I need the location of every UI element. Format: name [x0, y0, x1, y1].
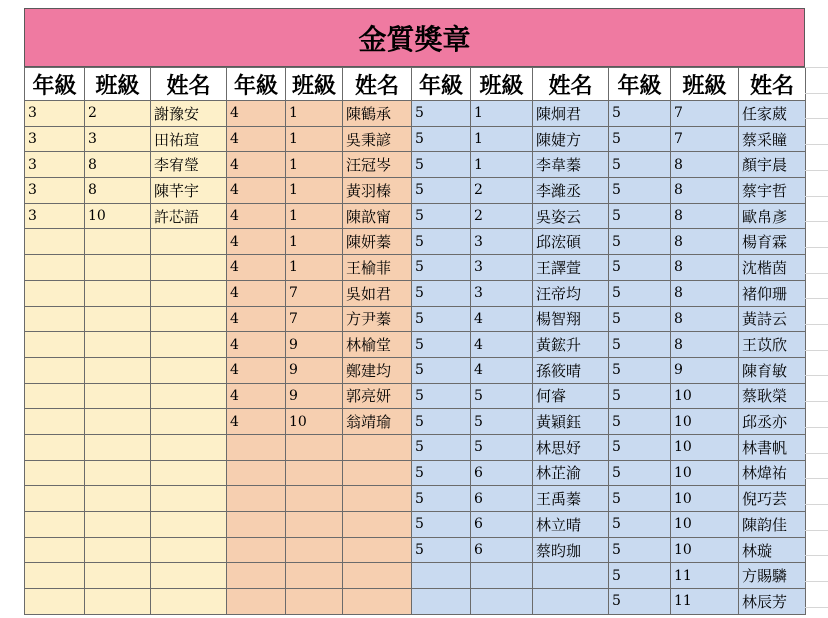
class-cell[interactable]: [286, 537, 343, 563]
table-row: [25, 332, 806, 358]
name-cell[interactable]: 歐帛彥: [739, 203, 806, 229]
grade-cell[interactable]: 5: [609, 537, 671, 563]
table-row: [25, 486, 806, 512]
class-cell[interactable]: 1: [286, 203, 343, 229]
grade-cell[interactable]: 4: [227, 101, 286, 127]
grid-line: [805, 350, 828, 351]
name-cell[interactable]: 陳妍蓁: [343, 229, 412, 255]
grade-cell[interactable]: 5: [412, 255, 471, 281]
name-cell[interactable]: 翁靖瑜: [343, 409, 412, 435]
name-cell[interactable]: 林芷渝: [533, 460, 609, 486]
grade-cell[interactable]: 5: [412, 409, 471, 435]
name-cell[interactable]: [151, 280, 227, 306]
grade-cell[interactable]: 4: [227, 332, 286, 358]
grade-cell[interactable]: [25, 512, 85, 538]
grade-cell[interactable]: 5: [609, 280, 671, 306]
grade-cell[interactable]: 5: [412, 383, 471, 409]
grid-line: [805, 607, 828, 608]
grade-cell[interactable]: 5: [412, 203, 471, 229]
header-grade[interactable]: 年級: [609, 68, 671, 101]
name-cell[interactable]: 吳如君: [343, 280, 412, 306]
class-cell[interactable]: 9: [671, 357, 739, 383]
grade-cell[interactable]: 4: [227, 152, 286, 178]
class-cell[interactable]: 4: [471, 306, 533, 332]
name-cell[interactable]: [151, 512, 227, 538]
grid-line: [805, 247, 828, 248]
class-cell[interactable]: 10: [671, 409, 739, 435]
name-cell[interactable]: 黃鋐升: [533, 332, 609, 358]
name-cell[interactable]: 邱丞亦: [739, 409, 806, 435]
class-cell[interactable]: 8: [671, 152, 739, 178]
name-cell[interactable]: 李韋蓁: [533, 152, 609, 178]
name-cell[interactable]: [151, 589, 227, 615]
name-cell[interactable]: 陳芊宇: [151, 178, 227, 204]
class-cell[interactable]: [85, 434, 151, 460]
name-cell[interactable]: 陳育敏: [739, 357, 806, 383]
name-cell[interactable]: 汪冠岑: [343, 152, 412, 178]
name-cell[interactable]: [151, 357, 227, 383]
name-cell[interactable]: 陳炯君: [533, 101, 609, 127]
name-cell[interactable]: 沈楷茵: [739, 255, 806, 281]
grade-cell[interactable]: 5: [609, 126, 671, 152]
table-row: [25, 409, 806, 435]
class-cell[interactable]: [471, 563, 533, 589]
grid-line: [805, 196, 828, 197]
name-cell[interactable]: [151, 332, 227, 358]
grade-cell[interactable]: 5: [609, 383, 671, 409]
name-cell[interactable]: [343, 486, 412, 512]
name-cell[interactable]: [151, 409, 227, 435]
class-cell[interactable]: [85, 460, 151, 486]
class-cell[interactable]: [286, 460, 343, 486]
grid-line: [805, 67, 828, 68]
name-cell[interactable]: 許芯語: [151, 203, 227, 229]
header-name[interactable]: 姓名: [739, 68, 806, 101]
grade-cell[interactable]: 5: [412, 178, 471, 204]
grade-cell[interactable]: 4: [227, 280, 286, 306]
class-cell[interactable]: [85, 589, 151, 615]
class-cell[interactable]: 10: [671, 383, 739, 409]
class-cell[interactable]: 10: [671, 486, 739, 512]
header-grade[interactable]: 年級: [227, 68, 286, 101]
class-cell[interactable]: 8: [671, 306, 739, 332]
name-cell[interactable]: 郭亮妍: [343, 383, 412, 409]
name-cell[interactable]: 李宥瑩: [151, 152, 227, 178]
table-row: [25, 126, 806, 152]
class-cell[interactable]: 3: [471, 255, 533, 281]
class-cell[interactable]: [85, 306, 151, 332]
grade-cell[interactable]: [25, 280, 85, 306]
name-cell[interactable]: [343, 512, 412, 538]
name-cell[interactable]: 何睿: [533, 383, 609, 409]
name-cell[interactable]: [151, 434, 227, 460]
class-cell[interactable]: 10: [671, 537, 739, 563]
class-cell[interactable]: 6: [471, 512, 533, 538]
class-cell[interactable]: 6: [471, 486, 533, 512]
spreadsheet: [24, 8, 805, 615]
class-cell[interactable]: [85, 255, 151, 281]
name-cell[interactable]: 任家葳: [739, 101, 806, 127]
class-cell[interactable]: 10: [671, 434, 739, 460]
name-cell[interactable]: 李濰丞: [533, 178, 609, 204]
table-row: [25, 178, 806, 204]
grade-cell[interactable]: 4: [227, 255, 286, 281]
grade-cell[interactable]: [25, 332, 85, 358]
class-cell[interactable]: 6: [471, 460, 533, 486]
empty-column-area: [805, 67, 828, 618]
class-cell[interactable]: 8: [671, 178, 739, 204]
grid-line: [805, 324, 828, 325]
name-cell[interactable]: 黃羽榛: [343, 178, 412, 204]
grade-cell[interactable]: 5: [609, 460, 671, 486]
grade-cell[interactable]: 5: [609, 203, 671, 229]
name-cell[interactable]: 陳婕方: [533, 126, 609, 152]
grid-line: [805, 298, 828, 299]
grid-line: [805, 118, 828, 119]
class-cell[interactable]: 8: [671, 255, 739, 281]
grade-cell[interactable]: [25, 589, 85, 615]
class-cell[interactable]: 4: [471, 357, 533, 383]
grid-line: [805, 144, 828, 145]
name-cell[interactable]: 林思妤: [533, 434, 609, 460]
grade-cell[interactable]: [25, 486, 85, 512]
table-row: [25, 280, 806, 306]
name-cell[interactable]: 王榆菲: [343, 255, 412, 281]
name-cell[interactable]: 黃詩云: [739, 306, 806, 332]
name-cell[interactable]: [151, 255, 227, 281]
table-row: [25, 537, 806, 563]
class-cell[interactable]: 8: [671, 332, 739, 358]
grade-cell[interactable]: [25, 460, 85, 486]
name-cell[interactable]: [343, 563, 412, 589]
grid-line: [805, 453, 828, 454]
grid-line: [805, 93, 828, 94]
class-cell[interactable]: [85, 332, 151, 358]
name-cell[interactable]: [343, 589, 412, 615]
award-table: [24, 67, 806, 615]
grade-cell[interactable]: 5: [609, 255, 671, 281]
header-name[interactable]: 姓名: [151, 68, 227, 101]
grade-cell[interactable]: 5: [412, 229, 471, 255]
grade-cell[interactable]: [227, 460, 286, 486]
header-class[interactable]: 班級: [85, 68, 151, 101]
class-cell[interactable]: 5: [471, 383, 533, 409]
class-cell[interactable]: 3: [471, 229, 533, 255]
class-cell[interactable]: 1: [286, 229, 343, 255]
grade-cell[interactable]: 3: [25, 126, 85, 152]
class-cell[interactable]: 6: [471, 537, 533, 563]
grade-cell[interactable]: 5: [412, 332, 471, 358]
grade-cell[interactable]: 5: [609, 332, 671, 358]
class-cell[interactable]: [286, 486, 343, 512]
class-cell[interactable]: 9: [286, 357, 343, 383]
name-cell[interactable]: 蔡耿榮: [739, 383, 806, 409]
name-cell[interactable]: [151, 460, 227, 486]
name-cell[interactable]: 方賜驎: [739, 563, 806, 589]
grade-cell[interactable]: [227, 537, 286, 563]
grade-cell[interactable]: [227, 589, 286, 615]
table-row: [25, 512, 806, 538]
table-row: [25, 101, 806, 127]
class-cell[interactable]: 7: [286, 306, 343, 332]
name-cell[interactable]: 王苡欣: [739, 332, 806, 358]
name-cell[interactable]: 楊智翔: [533, 306, 609, 332]
grade-cell[interactable]: [25, 434, 85, 460]
grid-line: [805, 273, 828, 274]
class-cell[interactable]: 1: [286, 255, 343, 281]
grade-cell[interactable]: [25, 255, 85, 281]
grade-cell[interactable]: [25, 563, 85, 589]
class-cell[interactable]: 1: [286, 178, 343, 204]
class-cell[interactable]: [286, 563, 343, 589]
class-cell[interactable]: 2: [471, 178, 533, 204]
grade-cell[interactable]: 5: [412, 280, 471, 306]
class-cell[interactable]: 1: [471, 152, 533, 178]
class-cell[interactable]: 3: [85, 126, 151, 152]
grid-line: [805, 221, 828, 222]
class-cell[interactable]: 1: [471, 101, 533, 127]
class-cell[interactable]: [85, 280, 151, 306]
grade-cell[interactable]: [412, 563, 471, 589]
name-cell[interactable]: 方尹蓁: [343, 306, 412, 332]
class-cell[interactable]: 5: [471, 409, 533, 435]
class-cell[interactable]: [286, 512, 343, 538]
class-cell[interactable]: 1: [286, 152, 343, 178]
grade-cell[interactable]: 5: [412, 460, 471, 486]
class-cell[interactable]: 10: [85, 203, 151, 229]
table-row: [25, 203, 806, 229]
grade-cell[interactable]: 5: [609, 486, 671, 512]
grade-cell[interactable]: 5: [609, 178, 671, 204]
grid-line: [805, 401, 828, 402]
class-cell[interactable]: [85, 357, 151, 383]
table-row: [25, 229, 806, 255]
class-cell[interactable]: [85, 512, 151, 538]
table-row: [25, 255, 806, 281]
class-cell[interactable]: 11: [671, 563, 739, 589]
grade-cell[interactable]: 4: [227, 229, 286, 255]
name-cell[interactable]: 吳姿云: [533, 203, 609, 229]
name-cell[interactable]: [533, 563, 609, 589]
grid-line: [805, 478, 828, 479]
name-cell[interactable]: [151, 486, 227, 512]
name-cell[interactable]: 陳歆甯: [343, 203, 412, 229]
class-cell[interactable]: 10: [286, 409, 343, 435]
name-cell[interactable]: 陳韵佳: [739, 512, 806, 538]
name-cell[interactable]: 田祐瑄: [151, 126, 227, 152]
class-cell[interactable]: [286, 589, 343, 615]
class-cell[interactable]: [471, 589, 533, 615]
grade-cell[interactable]: [227, 563, 286, 589]
name-cell[interactable]: 王譯萱: [533, 255, 609, 281]
table-row: [25, 434, 806, 460]
grade-cell[interactable]: 3: [25, 152, 85, 178]
class-cell[interactable]: [85, 383, 151, 409]
name-cell[interactable]: 王禹蓁: [533, 486, 609, 512]
class-cell[interactable]: 8: [85, 178, 151, 204]
class-cell[interactable]: 1: [286, 101, 343, 127]
grade-cell[interactable]: 5: [412, 512, 471, 538]
grade-cell[interactable]: 5: [609, 434, 671, 460]
class-cell[interactable]: 2: [471, 203, 533, 229]
header-class[interactable]: 班級: [286, 68, 343, 101]
class-cell[interactable]: [85, 409, 151, 435]
table-row: [25, 460, 806, 486]
class-cell[interactable]: 8: [85, 152, 151, 178]
grade-cell[interactable]: 5: [609, 357, 671, 383]
grade-cell[interactable]: 5: [609, 306, 671, 332]
class-cell[interactable]: 8: [671, 280, 739, 306]
name-cell[interactable]: [343, 434, 412, 460]
grade-cell[interactable]: [25, 409, 85, 435]
class-cell[interactable]: 2: [85, 101, 151, 127]
header-grade[interactable]: 年級: [412, 68, 471, 101]
grade-cell[interactable]: 4: [227, 409, 286, 435]
grade-cell[interactable]: 5: [412, 357, 471, 383]
class-cell[interactable]: 7: [671, 126, 739, 152]
header-name[interactable]: 姓名: [533, 68, 609, 101]
name-cell[interactable]: 蔡昀珈: [533, 537, 609, 563]
grid-line: [805, 581, 828, 582]
grade-cell[interactable]: 5: [609, 512, 671, 538]
class-cell[interactable]: 8: [671, 203, 739, 229]
name-cell[interactable]: [151, 229, 227, 255]
grade-cell[interactable]: 5: [412, 537, 471, 563]
name-cell[interactable]: 林書帆: [739, 434, 806, 460]
grid-line: [805, 504, 828, 505]
name-cell[interactable]: 倪巧芸: [739, 486, 806, 512]
table-row: [25, 152, 806, 178]
sheet-title[interactable]: 金質獎章: [24, 8, 805, 67]
class-cell[interactable]: 3: [471, 280, 533, 306]
class-cell[interactable]: 9: [286, 332, 343, 358]
grade-cell[interactable]: 5: [609, 101, 671, 127]
name-cell[interactable]: [343, 537, 412, 563]
grid-line: [805, 427, 828, 428]
header-class[interactable]: 班級: [471, 68, 533, 101]
name-cell[interactable]: 褚仰珊: [739, 280, 806, 306]
grade-cell[interactable]: 5: [412, 126, 471, 152]
grade-cell[interactable]: 3: [25, 101, 85, 127]
grade-cell[interactable]: [25, 357, 85, 383]
grade-cell[interactable]: 5: [412, 306, 471, 332]
name-cell[interactable]: 孫筱晴: [533, 357, 609, 383]
name-cell[interactable]: 汪帝均: [533, 280, 609, 306]
class-cell[interactable]: 7: [671, 101, 739, 127]
grade-cell[interactable]: [25, 383, 85, 409]
grade-cell[interactable]: [412, 589, 471, 615]
name-cell[interactable]: 林榆堂: [343, 332, 412, 358]
table-row: [25, 383, 806, 409]
grid-line: [805, 170, 828, 171]
name-cell[interactable]: 林辰芳: [739, 589, 806, 615]
grade-cell[interactable]: [25, 537, 85, 563]
table-row: [25, 306, 806, 332]
class-cell[interactable]: 1: [286, 126, 343, 152]
class-cell[interactable]: 7: [286, 280, 343, 306]
grade-cell[interactable]: [25, 306, 85, 332]
grade-cell[interactable]: [25, 229, 85, 255]
grade-cell[interactable]: [227, 512, 286, 538]
grade-cell[interactable]: 4: [227, 178, 286, 204]
table-row: [25, 563, 806, 589]
grade-cell[interactable]: 5: [412, 101, 471, 127]
class-cell[interactable]: 5: [471, 434, 533, 460]
name-cell[interactable]: 蔡宇哲: [739, 178, 806, 204]
name-cell[interactable]: [151, 563, 227, 589]
name-cell[interactable]: 林璇: [739, 537, 806, 563]
grade-cell[interactable]: 5: [609, 229, 671, 255]
class-cell[interactable]: [85, 229, 151, 255]
name-cell[interactable]: 鄭建均: [343, 357, 412, 383]
class-cell[interactable]: [85, 563, 151, 589]
table-row: [25, 589, 806, 615]
grade-cell[interactable]: 5: [609, 563, 671, 589]
class-cell[interactable]: 11: [671, 589, 739, 615]
name-cell[interactable]: 楊育霖: [739, 229, 806, 255]
grade-cell[interactable]: 5: [412, 434, 471, 460]
name-cell[interactable]: [151, 306, 227, 332]
header-row: [25, 68, 806, 101]
grade-cell[interactable]: 4: [227, 203, 286, 229]
grade-cell[interactable]: 4: [227, 383, 286, 409]
name-cell[interactable]: 林煒祐: [739, 460, 806, 486]
grade-cell[interactable]: [227, 434, 286, 460]
grade-cell[interactable]: 4: [227, 306, 286, 332]
table-row: [25, 357, 806, 383]
class-cell[interactable]: 9: [286, 383, 343, 409]
grade-cell[interactable]: 5: [412, 152, 471, 178]
name-cell[interactable]: [343, 460, 412, 486]
grid-line: [805, 375, 828, 376]
name-cell[interactable]: 吳秉諺: [343, 126, 412, 152]
name-cell[interactable]: [151, 383, 227, 409]
name-cell[interactable]: 顏宇晨: [739, 152, 806, 178]
name-cell[interactable]: 林立晴: [533, 512, 609, 538]
grade-cell[interactable]: 3: [25, 178, 85, 204]
class-cell[interactable]: [85, 486, 151, 512]
name-cell[interactable]: 蔡采瞳: [739, 126, 806, 152]
name-cell[interactable]: 謝豫安: [151, 101, 227, 127]
grade-cell[interactable]: 3: [25, 203, 85, 229]
grade-cell[interactable]: [227, 486, 286, 512]
name-cell[interactable]: [533, 589, 609, 615]
grade-cell[interactable]: 5: [609, 409, 671, 435]
class-cell[interactable]: 10: [671, 460, 739, 486]
class-cell[interactable]: [85, 537, 151, 563]
class-cell[interactable]: 1: [471, 126, 533, 152]
grade-cell[interactable]: 4: [227, 126, 286, 152]
grid-line: [805, 555, 828, 556]
name-cell[interactable]: 陳鶴承: [343, 101, 412, 127]
name-cell[interactable]: [151, 537, 227, 563]
header-name[interactable]: 姓名: [343, 68, 412, 101]
grid-line: [805, 530, 828, 531]
header-grade[interactable]: 年級: [25, 68, 85, 101]
class-cell[interactable]: [286, 434, 343, 460]
name-cell[interactable]: 邱浤碩: [533, 229, 609, 255]
grade-cell[interactable]: 5: [609, 589, 671, 615]
name-cell[interactable]: 黃穎鈺: [533, 409, 609, 435]
grade-cell[interactable]: 5: [412, 486, 471, 512]
class-cell[interactable]: 8: [671, 229, 739, 255]
class-cell[interactable]: 4: [471, 332, 533, 358]
header-class[interactable]: 班級: [671, 68, 739, 101]
class-cell[interactable]: 10: [671, 512, 739, 538]
grade-cell[interactable]: 4: [227, 357, 286, 383]
grade-cell[interactable]: 5: [609, 152, 671, 178]
